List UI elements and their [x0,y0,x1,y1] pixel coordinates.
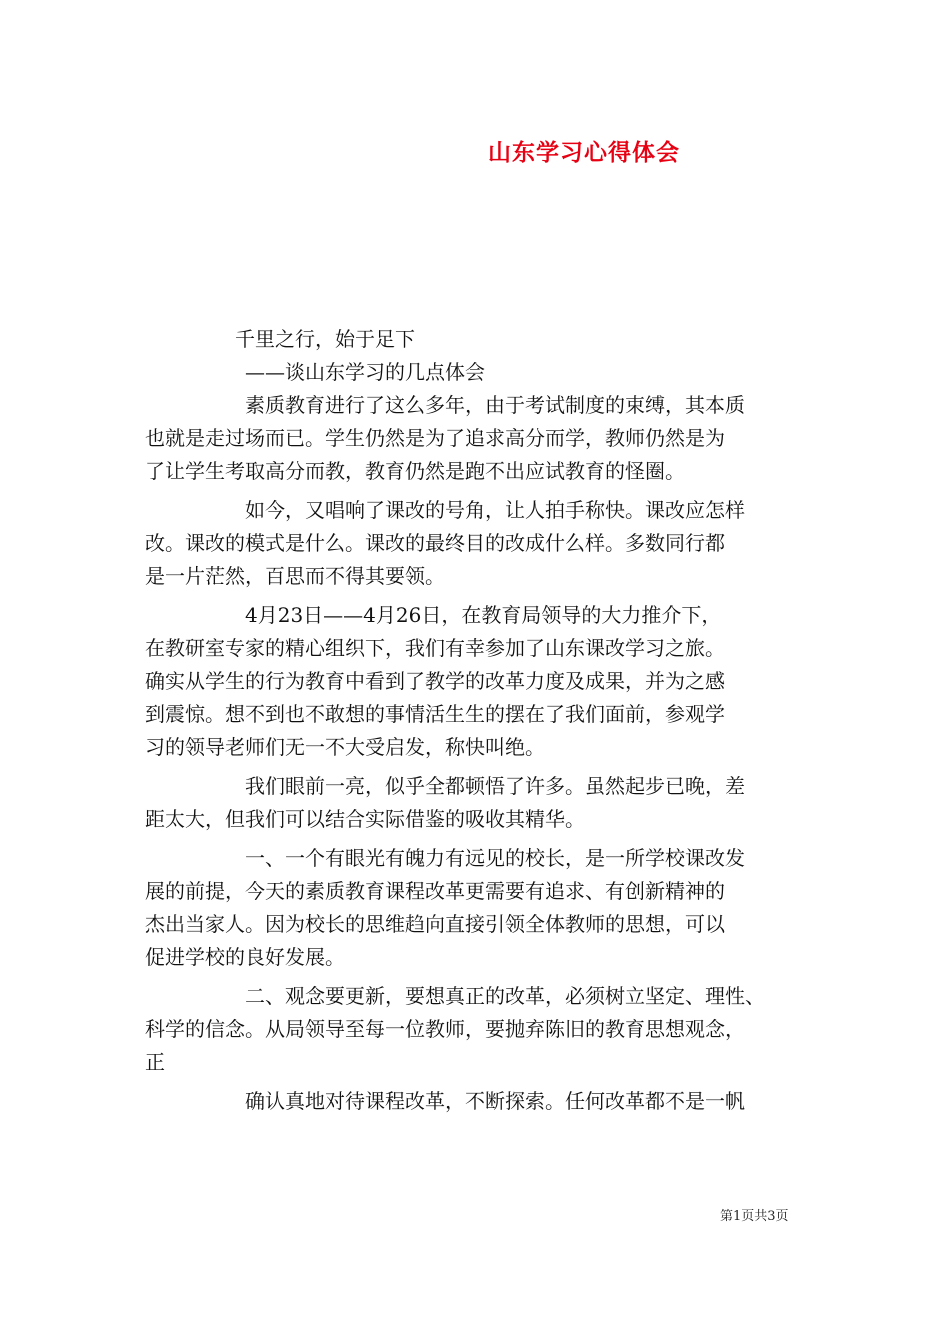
paragraph-line: 改。课改的模式是什么。课改的最终目的改成什么样。多数同行都 [145,531,725,555]
paragraph-line: 在教研室专家的精心组织下，我们有幸参加了山东课改学习之旅。 [145,636,725,660]
paragraph-line: 素质教育进行了这么多年，由于考试制度的束缚，其本质 [245,393,745,417]
paragraph-line: 距太大，但我们可以结合实际借鉴的吸收其精华。 [145,807,585,831]
paragraph-line: 到震惊。想不到也不敢想的事情活生生的摆在了我们面前，参观学 [145,702,725,726]
paragraph-line: 4月23日——4月26日，在教育局领导的大力推介下， [245,603,722,627]
paragraph-line: 确认真地对待课程改革，不断探索。任何改革都不是一帆 [245,1089,745,1113]
paragraph-line: 我们眼前一亮，似乎全都顿悟了许多。虽然起步已晚，差 [245,774,745,798]
paragraph-line: 正 [145,1050,165,1074]
paragraph [145,389,805,488]
paragraph-line: 也就是走过场而已。学生仍然是为了追求高分而学，教师仍然是为 [145,426,725,450]
paragraph-line: 是一片茫然，百思而不得其要领。 [145,564,445,588]
page-number: 第1页共3页 [720,1209,789,1224]
paragraph-line: 习的领导老师们无一不大受启发，称快叫绝。 [145,735,545,759]
document-title: 山东学习心得体会 [488,139,680,166]
paragraph-line: 了让学生考取高分而教，教育仍然是跑不出应试教育的怪圈。 [145,459,685,483]
paragraph [145,980,805,1079]
paragraph [145,770,805,836]
paragraph-line: 科学的信念。从局领导至每一位教师，要抛弃陈旧的教育思想观念， [145,1017,745,1041]
subtitle-main: 千里之行，始于足下 [235,327,415,351]
paragraph-line: 杰出当家人。因为校长的思维趋向直接引领全体教师的思想，可以 [145,912,725,936]
paragraph [145,1085,805,1118]
document-body [145,323,805,1124]
paragraph-line: 展的前提，今天的素质教育课程改革更需要有追求、有创新精神的 [145,879,725,903]
paragraph [145,494,805,593]
paragraph-line: 如今，又唱响了课改的号角，让人拍手称快。课改应怎样 [245,498,745,522]
paragraph-line: 确实从学生的行为教育中看到了教学的改革力度及成果，并为之感 [145,669,725,693]
paragraph [145,842,805,974]
paragraph-line: 一、一个有眼光有魄力有远见的校长，是一所学校课改发 [245,846,745,870]
paragraph [145,599,805,764]
subtitle-sub: ——谈山东学习的几点体会 [245,360,485,384]
paragraph-line: 二、观念要更新，要想真正的改革，必须树立坚定、理性、 [245,984,765,1008]
paragraph-line: 促进学校的良好发展。 [145,945,345,969]
